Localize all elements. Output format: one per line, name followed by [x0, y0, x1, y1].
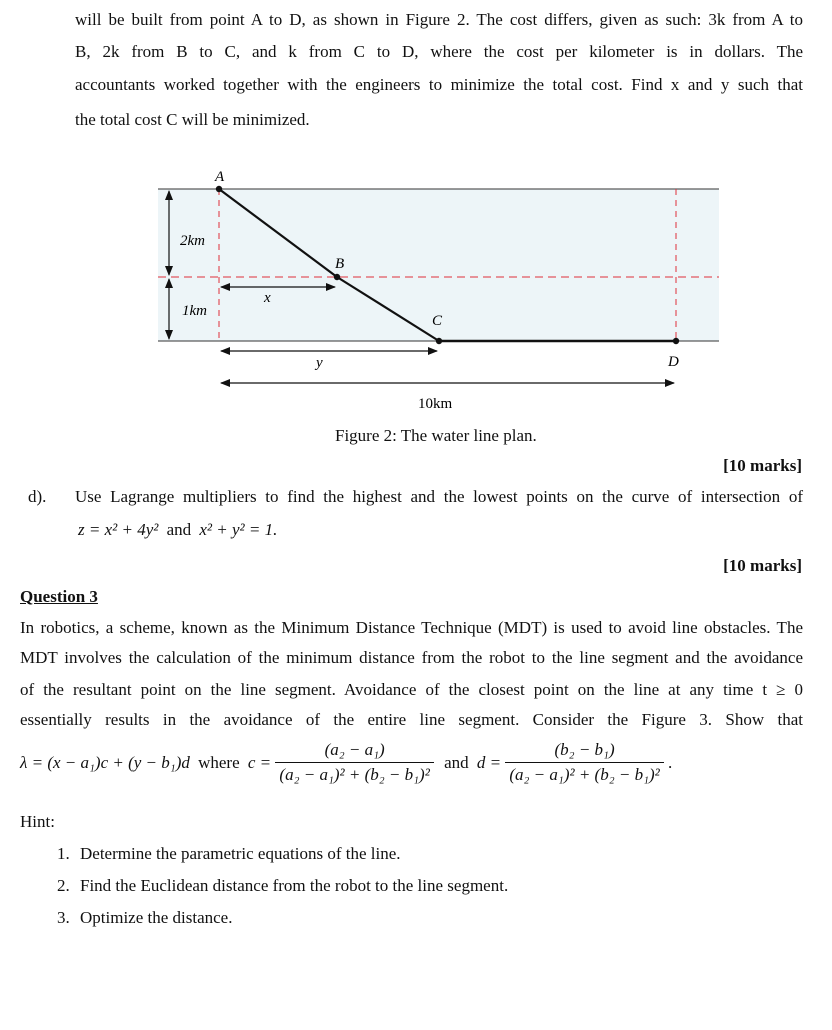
c-label: c =: [247, 752, 272, 772]
d-numerator: (b₂ − b₁): [505, 740, 663, 763]
intro-line-1: will be built from point A to D, as shown in Figure 2. The cost differs, given as such: 3k from A to: [75, 10, 803, 29]
and-text: and: [444, 752, 469, 772]
intro-line-4: the total cost C will be minimized.: [75, 110, 310, 129]
figure-caption: Figure 2: The water line plan.: [335, 426, 537, 445]
label-x: x: [264, 290, 271, 306]
part-d-equations: [78, 520, 277, 540]
hint-item-3: 3. Optimize the distance.: [74, 902, 508, 934]
point-c: [436, 338, 442, 344]
part-d-label: d).: [28, 487, 47, 506]
label-a: A: [215, 169, 225, 185]
intro-line-3: accountants worked together with the engineers to minimize the total cost. Find x and y such that: [75, 75, 803, 94]
where-text: where: [198, 752, 240, 772]
equation-z: z = x² + 4y²: [78, 520, 159, 539]
intro-line-2: B, 2k from B to C, and k from C to D, where the cost per kilometer is in dollars. The: [75, 42, 803, 61]
q3-line-3: of the resultant point on the line segment. Avoidance of the closest point on the line at any time t ≥ 0: [20, 680, 803, 699]
label-10km: 10km: [418, 396, 453, 412]
q3-line-2: MDT involves the calculation of the minimum distance from the robot to the line segment and the avoidance: [20, 648, 803, 667]
label-1km: 1km: [182, 303, 207, 319]
label-2km: 2km: [180, 233, 205, 249]
equation-period: .: [668, 752, 673, 772]
equation-circle: x² + y² = 1.: [199, 520, 278, 539]
water-line-figure: [0, 0, 832, 440]
point-d: [673, 338, 679, 344]
hint-title: Hint:: [20, 812, 55, 831]
label-d: D: [668, 354, 679, 370]
label-c: C: [432, 313, 443, 329]
part-d-and: and: [166, 520, 192, 539]
question-3-heading: Question 3: [20, 587, 98, 606]
marks-label-1: [10 marks]: [723, 456, 802, 475]
q3-line-1: In robotics, a scheme, known as the Minimum Distance Technique (MDT) is used to avoid line obstacles. The: [20, 618, 803, 637]
label-b: B: [335, 256, 345, 272]
c-fraction: [275, 740, 433, 785]
lambda-equation: λ = (x − a₁)c + (y − b₁)d: [20, 752, 190, 772]
point-a: [216, 186, 222, 192]
hint-list: [40, 838, 508, 934]
point-b: [334, 274, 340, 280]
marks-label-2: [10 marks]: [723, 556, 802, 575]
hint-item-1: 1. Determine the parametric equations of the line.: [74, 838, 508, 870]
d-denominator: (a₂ − a₁)² + (b₂ − b₁)²: [509, 765, 660, 784]
d-fraction: [505, 740, 663, 785]
part-d-line-1: Use Lagrange multipliers to find the highest and the lowest points on the curve of intersection of: [75, 487, 803, 506]
lambda-equation-row: [20, 740, 672, 796]
label-y: y: [316, 355, 323, 371]
c-numerator: (a₂ − a₁): [275, 740, 433, 763]
hint-item-2: 2. Find the Euclidean distance from the robot to the line segment.: [74, 870, 508, 902]
d-label: d =: [476, 752, 502, 772]
q3-line-4: essentially results in the avoidance of the entire line segment. Consider the Figure 3. Show that: [20, 710, 803, 729]
c-denominator: (a₂ − a₁)² + (b₂ − b₁)²: [279, 765, 430, 784]
